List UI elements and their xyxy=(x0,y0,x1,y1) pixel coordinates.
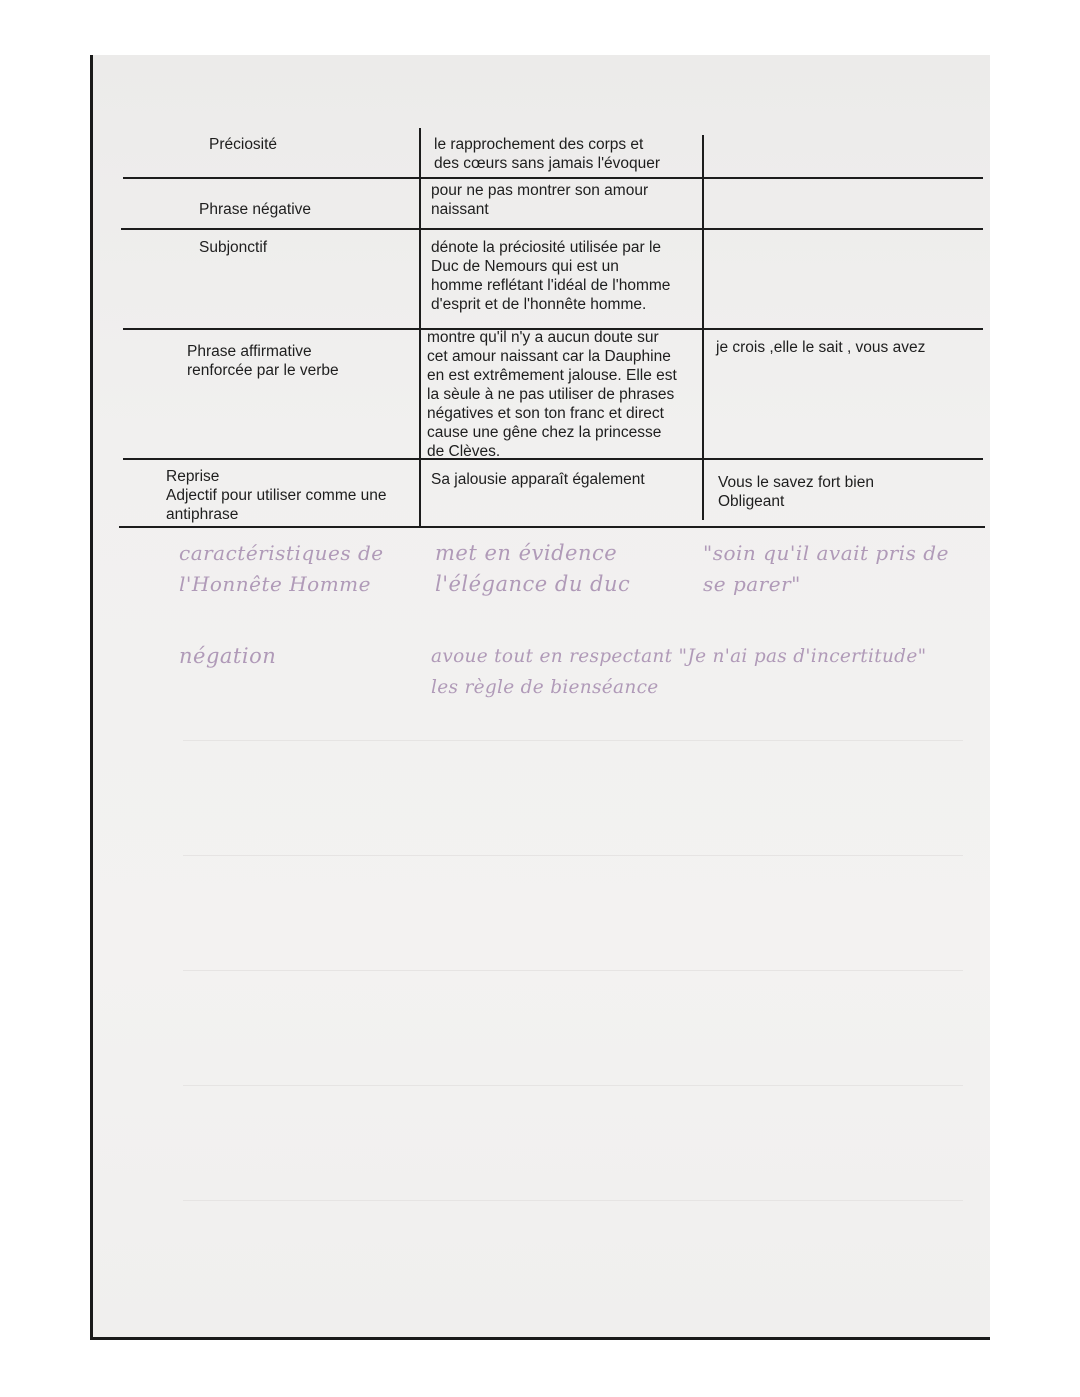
handwritten-note: "soin qu'il avait pris de se parer" xyxy=(703,541,949,596)
table-cell: Reprise Adjectif pour utiliser comme une antiphrase xyxy=(166,468,387,523)
table-cell: Phrase affirmative renforcée par le verbe xyxy=(187,343,339,379)
handwritten-note: caractéristiques de l'Honnête Homme xyxy=(179,541,384,596)
table-rule xyxy=(123,177,983,179)
ruled-line xyxy=(183,970,963,971)
table-cell: Phrase négative xyxy=(199,201,312,218)
table-cell: Préciosité xyxy=(209,136,278,153)
handwritten-note: négation xyxy=(179,644,277,668)
ruled-line xyxy=(183,740,963,741)
table-cell: pour ne pas montrer son amour naissant xyxy=(431,182,649,218)
table-cell: montre qu'il n'y a aucun doute sur cet amour naissant car la Dauphine en est extrêmement jalouse. Elle est la sèule à ne pas utiliser de phrases négatives et son ton franc et direct cause une gêne chez la princesse de Clèves. xyxy=(427,329,677,460)
table-rule xyxy=(119,526,985,528)
ruled-line xyxy=(183,855,963,856)
notebook-page xyxy=(90,55,990,1340)
handwritten-note: met en évidence l'élégance du duc xyxy=(435,541,631,596)
table-cell: je crois ,elle le sait , vous avez xyxy=(716,339,926,356)
table-cell: le rapprochement des corps et des cœurs sans jamais l'évoquer xyxy=(434,136,661,172)
table-column-divider xyxy=(702,135,704,520)
ruled-line xyxy=(183,1085,963,1086)
table-cell: Vous le savez fort bien Obligeant xyxy=(718,474,874,510)
table-cell: dénote la préciosité utilisée par le Duc de Nemours qui est un homme reflétant l'idéal de l'homme d'esprit et de l'honnête homme. xyxy=(431,239,671,313)
table-cell: Sa jalousie apparaît également xyxy=(431,471,645,488)
handwritten-note: avoue tout en respectant "Je n'ai pas d'incertitude" les règle de bienséance xyxy=(431,646,927,698)
table-rule xyxy=(121,228,983,230)
table-column-divider xyxy=(419,128,421,526)
table-cell: Subjonctif xyxy=(199,239,268,256)
ruled-line xyxy=(183,1200,963,1201)
